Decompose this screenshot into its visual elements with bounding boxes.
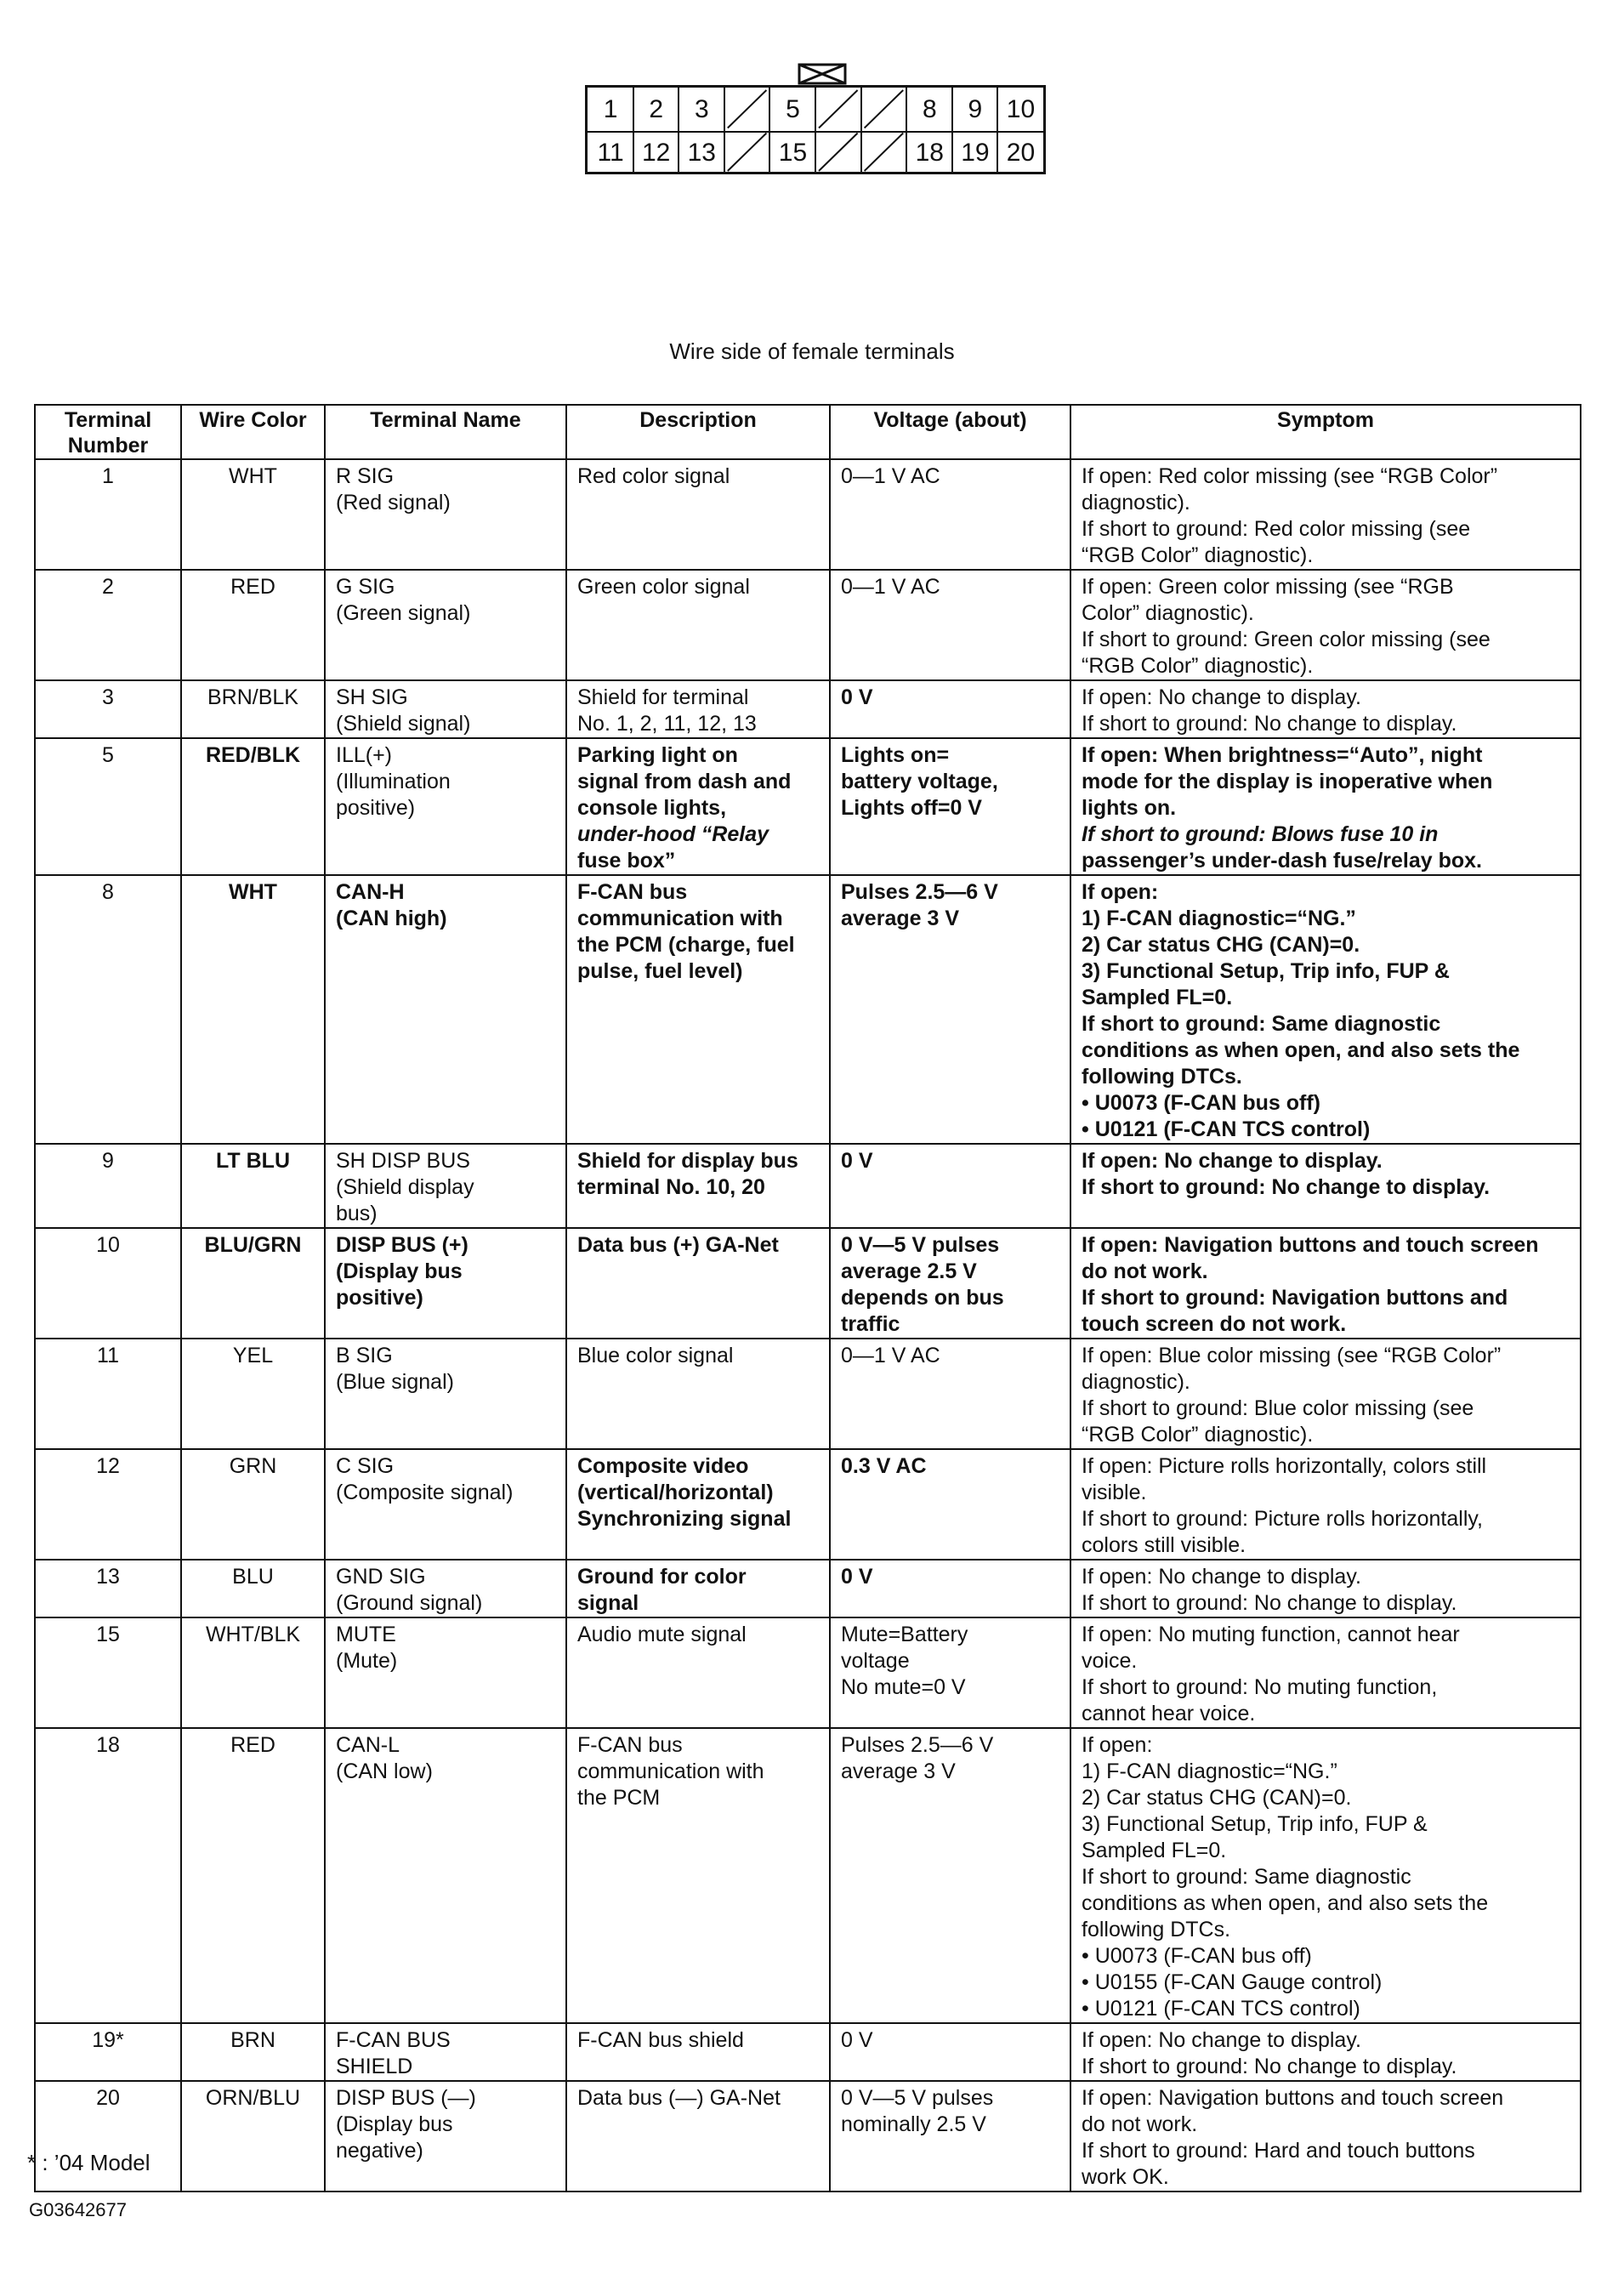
name-line: G SIG [336,575,395,599]
connector-terminal-grid [585,85,1046,174]
name-cell [325,2023,566,2081]
voltage-line: battery voltage, [841,770,998,793]
description-line: fuse box” [577,849,676,873]
voltage-cell [830,1617,1070,1728]
description-cell [566,2081,830,2192]
symptom-line: following DTCs. [1082,1065,1242,1089]
terminal-cell: 11 [35,1339,181,1449]
description-cell [566,738,830,875]
description-line: Blue color signal [577,1344,734,1367]
symptom-cell [1070,1560,1581,1617]
name-cell [325,459,566,570]
symptom-line: passenger’s under-dash fuse/relay box. [1082,849,1482,873]
terminal-name-header: Terminal Name [325,405,566,459]
table-row [35,570,1581,680]
connector-terminal-13: 13 [687,138,716,167]
symptom-line: do not work. [1082,1259,1208,1283]
description-line: Ground for color [577,1565,747,1589]
symptom-line: If open: When brightness=“Auto”, night [1082,743,1483,767]
symptom-line: If short to ground: Same diagnostic [1082,1865,1411,1889]
name-cell [325,2081,566,2192]
description-line: under-hood “Relay [577,822,769,846]
symptom-cell [1070,1228,1581,1339]
symptom-cell [1070,2081,1581,2192]
table-row [35,875,1581,1144]
color-cell: LT BLU [181,1144,325,1228]
description-line: (vertical/horizontal) [577,1481,774,1504]
symptom-line: lights on. [1082,796,1177,820]
connector-terminal-3: 3 [694,95,709,124]
terminal-number-header: Terminal Number [35,405,181,459]
voltage-cell [830,2023,1070,2081]
voltage-line: 0 V—5 V pulses [841,1233,1000,1257]
symptom-line: visible. [1082,1481,1147,1504]
color-cell: RED [181,1728,325,2023]
voltage-line: 0 V [841,2028,873,2052]
description-line: Shield for display bus [577,1149,798,1173]
symptom-line: following DTCs. [1082,1918,1231,1941]
name-line: B SIG [336,1344,393,1367]
color-cell: BRN/BLK [181,680,325,738]
name-line: (Display bus [336,2112,453,2136]
name-line: bus) [336,1202,378,1225]
name-line: DISP BUS (—) [336,2086,476,2110]
name-line: positive) [336,796,416,820]
description-line: F-CAN bus [577,880,688,904]
voltage-line: Pulses 2.5—6 V [841,880,998,904]
symptom-cell [1070,570,1581,680]
table-row [35,459,1581,570]
symptom-line: mode for the display is inoperative when [1082,770,1493,793]
empty-cavity-slash [819,90,858,128]
table-row [35,1449,1581,1560]
voltage-cell [830,875,1070,1144]
table-row [35,1728,1581,2023]
voltage-line: 0.3 V AC [841,1454,927,1478]
voltage-cell [830,1144,1070,1228]
name-cell [325,570,566,680]
color-cell: WHT/BLK [181,1617,325,1728]
connector-terminal-11: 11 [597,138,624,167]
figure-id: G03642677 [29,2199,127,2220]
name-line: (Shield display [336,1175,474,1199]
description-line: the PCM [577,1786,661,1810]
connector-terminal-1: 1 [603,95,618,124]
symptom-line: conditions as when open, and also sets the [1082,1038,1520,1062]
description-cell [566,1339,830,1449]
voltage-line: 0 V [841,1149,873,1173]
symptom-line: If short to ground: Red color missing (see [1082,517,1471,541]
name-line: CAN-H [336,880,405,904]
symptom-line: cannot hear voice. [1082,1702,1256,1725]
voltage-line: 0—1 V AC [841,464,940,488]
symptom-line: If short to ground: Blue color missing (see [1082,1396,1474,1420]
name-cell [325,1144,566,1228]
symptom-line: Sampled FL=0. [1082,1839,1227,1862]
description-cell [566,1449,830,1560]
voltage-line: 0 V [841,685,873,709]
terminal-cell: 8 [35,875,181,1144]
empty-cavity-slash [819,134,858,172]
voltage-line: voltage [841,1649,910,1673]
name-line: (Green signal) [336,601,471,625]
description-cell [566,459,830,570]
terminal-cell: 12 [35,1449,181,1560]
voltage-cell [830,680,1070,738]
name-line: (CAN low) [336,1759,433,1783]
table-row [35,1560,1581,1617]
name-line: (Display bus [336,1259,463,1283]
empty-cavity-slash [865,134,904,172]
symptom-line: If open: Blue color missing (see “RGB Color” [1082,1344,1502,1367]
description-line: Parking light on [577,743,738,767]
symptom-line: If short to ground: Blows fuse 10 in [1082,822,1439,846]
voltage-cell [830,1449,1070,1560]
table-row [35,680,1581,738]
table-row [35,2023,1581,2081]
symptom-line: • U0155 (F-CAN Gauge control) [1082,1970,1383,1994]
color-cell: RED [181,570,325,680]
name-line: ILL(+) [336,743,393,767]
symptom-line: If open: No change to display. [1082,685,1361,709]
symptom-cell [1070,459,1581,570]
table-header-row [35,405,1581,459]
name-cell [325,1560,566,1617]
wire-color-header: Wire Color [181,405,325,459]
symptom-line: conditions as when open, and also sets the [1082,1891,1489,1915]
voltage-line: nominally 2.5 V [841,2112,986,2136]
name-cell [325,1617,566,1728]
symptom-line: If short to ground: Navigation buttons and [1082,1286,1508,1310]
voltage-cell [830,1560,1070,1617]
symptom-cell [1070,1617,1581,1728]
name-cell [325,875,566,1144]
name-line: F-CAN BUS [336,2028,451,2052]
voltage-cell [830,1728,1070,2023]
symptom-line: diagnostic). [1082,1370,1190,1394]
connector-terminal-15: 15 [778,138,808,167]
description-line: pulse, fuel level) [577,959,743,983]
voltage-cell [830,1228,1070,1339]
symptom-line: 3) Functional Setup, Trip info, FUP & [1082,1812,1428,1836]
name-line: (Composite signal) [336,1481,514,1504]
voltage-line: Lights off=0 V [841,796,982,820]
name-cell [325,680,566,738]
symptom-line: If short to ground: No change to display. [1082,712,1457,736]
description-line: No. 1, 2, 11, 12, 13 [577,712,757,736]
symptom-line: touch screen do not work. [1082,1312,1347,1336]
color-cell: YEL [181,1339,325,1449]
description-line: terminal No. 10, 20 [577,1175,765,1199]
description-cell [566,2023,830,2081]
name-line: (Mute) [336,1649,398,1673]
connector-terminal-18: 18 [915,138,944,167]
symptom-line: If open: No muting function, cannot hear [1082,1623,1460,1646]
name-line: positive) [336,1286,423,1310]
voltage-line: 0—1 V AC [841,1344,940,1367]
connector-terminal-20: 20 [1006,138,1036,167]
terminal-pinout-table [34,404,1581,2192]
name-line: (Shield signal) [336,712,471,736]
name-line: SH DISP BUS [336,1149,470,1173]
symptom-cell [1070,875,1581,1144]
color-cell: WHT [181,875,325,1144]
name-line: MUTE [336,1623,396,1646]
symptom-line: 2) Car status CHG (CAN)=0. [1082,1786,1352,1810]
symptom-line: If open: Navigation buttons and touch screen [1082,1233,1539,1257]
symptom-line: If open: Picture rolls horizontally, colors still [1082,1454,1487,1478]
description-line: Data bus (+) GA-Net [577,1233,779,1257]
voltage-cell [830,738,1070,875]
description-line: Audio mute signal [577,1623,747,1646]
description-line: F-CAN bus shield [577,2028,744,2052]
voltage-cell [830,1339,1070,1449]
color-cell: GRN [181,1449,325,1560]
name-line: CAN-L [336,1733,400,1757]
symptom-cell [1070,1339,1581,1449]
voltage-line: 0 V [841,1565,873,1589]
description-line: console lights, [577,796,727,820]
connector-terminal-12: 12 [642,138,671,167]
symptom-line: 1) F-CAN diagnostic=“NG.” [1082,1759,1337,1783]
description-line: Composite video [577,1454,749,1478]
voltage-line: average 2.5 V [841,1259,977,1283]
description-line: Green color signal [577,575,750,599]
description-line: signal from dash and [577,770,792,793]
description-cell [566,1617,830,1728]
table-row [35,1339,1581,1449]
name-cell [325,738,566,875]
voltage-line: average 3 V [841,907,959,930]
symptom-cell [1070,1144,1581,1228]
voltage-header: Voltage (about) [830,405,1070,459]
terminal-cell: 18 [35,1728,181,2023]
name-cell [325,1728,566,2023]
voltage-line: traffic [841,1312,900,1336]
symptom-line: 3) Functional Setup, Trip info, FUP & [1082,959,1450,983]
name-line: (CAN high) [336,907,447,930]
description-cell [566,1728,830,2023]
symptom-line: “RGB Color” diagnostic). [1082,1423,1314,1447]
symptom-line: If short to ground: Hard and touch buttons [1082,2139,1475,2163]
symptom-line: If open: No change to display. [1082,1565,1361,1589]
table-row [35,1617,1581,1728]
description-cell [566,680,830,738]
description-cell [566,570,830,680]
color-cell: BRN [181,2023,325,2081]
description-header: Description [566,405,830,459]
symptom-line: If short to ground: Same diagnostic [1082,1012,1441,1036]
terminal-cell: 15 [35,1617,181,1728]
description-cell [566,875,830,1144]
symptom-line: work OK. [1082,2165,1169,2189]
voltage-line: 0—1 V AC [841,575,940,599]
name-line: (Ground signal) [336,1591,483,1615]
symptom-line: If open: [1082,1733,1153,1757]
symptom-line: If short to ground: No change to display. [1082,2055,1457,2078]
name-line: negative) [336,2139,423,2163]
description-line: Shield for terminal [577,685,749,709]
voltage-cell [830,2081,1070,2192]
symptom-line: If short to ground: Picture rolls horizontally, [1082,1507,1483,1531]
name-line: (Illumination [336,770,451,793]
symptom-cell [1070,680,1581,738]
empty-cavity-slash [728,90,767,128]
name-line: C SIG [336,1454,395,1478]
color-cell: BLU [181,1560,325,1617]
connector-terminal-9: 9 [968,95,983,124]
connector-lock-tab-icon [796,61,849,87]
symptom-line: If open: Green color missing (see “RGB [1082,575,1454,599]
symptom-line: • U0073 (F-CAN bus off) [1082,1944,1312,1968]
symptom-line: do not work. [1082,2112,1198,2136]
symptom-line: If short to ground: Green color missing (see [1082,628,1491,651]
symptom-line: voice. [1082,1649,1138,1673]
symptom-line: colors still visible. [1082,1533,1246,1557]
symptom-line: If open: Navigation buttons and touch screen [1082,2086,1504,2110]
table-row [35,1228,1581,1339]
symptom-line: • U0121 (F-CAN TCS control) [1082,1117,1371,1141]
symptom-line: If short to ground: No muting function, [1082,1675,1438,1699]
name-line: SH SIG [336,685,408,709]
connector-terminal-19: 19 [961,138,990,167]
name-line: GND SIG [336,1565,426,1589]
symptom-line: • U0121 (F-CAN TCS control) [1082,1997,1360,2021]
symptom-line: • U0073 (F-CAN bus off) [1082,1091,1320,1115]
connector-terminal-8: 8 [922,95,937,124]
terminal-cell: 5 [35,738,181,875]
connector-terminal-5: 5 [786,95,800,124]
voltage-line: Lights on= [841,743,950,767]
name-line: SHIELD [336,2055,413,2078]
voltage-line: Mute=Battery [841,1623,968,1646]
terminal-cell: 19* [35,2023,181,2081]
color-cell: ORN/BLU [181,2081,325,2192]
name-cell [325,1228,566,1339]
name-line: (Red signal) [336,491,451,514]
name-cell [325,1449,566,1560]
voltage-line: average 3 V [841,1759,956,1783]
connector-diagram [585,61,1046,175]
terminal-cell: 10 [35,1228,181,1339]
color-cell: RED/BLK [181,738,325,875]
symptom-cell [1070,1449,1581,1560]
symptom-header: Symptom [1070,405,1581,459]
symptom-line: Color” diagnostic). [1082,601,1254,625]
voltage-line: Pulses 2.5—6 V [841,1733,994,1757]
symptom-cell [1070,1728,1581,2023]
description-cell [566,1228,830,1339]
symptom-line: If short to ground: No change to display. [1082,1175,1491,1199]
symptom-line: If open: Red color missing (see “RGB Color” [1082,464,1498,488]
voltage-cell [830,459,1070,570]
description-line: signal [577,1591,639,1615]
symptom-line: 1) F-CAN diagnostic=“NG.” [1082,907,1356,930]
voltage-line: No mute=0 V [841,1675,966,1699]
description-cell [566,1144,830,1228]
name-line: R SIG [336,464,395,488]
connector-terminal-10: 10 [1006,95,1036,124]
description-cell [566,1560,830,1617]
symptom-cell [1070,738,1581,875]
symptom-cell [1070,2023,1581,2081]
table-row [35,2081,1581,2192]
voltage-line: 0 V—5 V pulses [841,2086,994,2110]
connector-terminal-2: 2 [649,95,664,124]
symptom-line: “RGB Color” diagnostic). [1082,654,1314,678]
terminal-cell: 3 [35,680,181,738]
symptom-line: “RGB Color” diagnostic). [1082,543,1314,567]
description-line: Data bus (—) GA-Net [577,2086,781,2110]
table-row [35,1144,1581,1228]
name-line: DISP BUS (+) [336,1233,468,1257]
symptom-line: If open: No change to display. [1082,1149,1383,1173]
symptom-line: diagnostic). [1082,491,1190,514]
terminal-cell: 13 [35,1560,181,1617]
empty-cavity-slash [865,90,904,128]
voltage-line: depends on bus [841,1286,1004,1310]
color-cell: BLU/GRN [181,1228,325,1339]
description-line: the PCM (charge, fuel [577,933,795,957]
symptom-line: If open: [1082,880,1159,904]
view-caption: Wire side of female terminals [669,338,955,364]
symptom-line: 2) Car status CHG (CAN)=0. [1082,933,1360,957]
terminal-cell: 1 [35,459,181,570]
symptom-line: Sampled FL=0. [1082,986,1233,1009]
symptom-line: If open: No change to display. [1082,2028,1361,2052]
name-cell [325,1339,566,1449]
table-row [35,738,1581,875]
name-line: (Blue signal) [336,1370,454,1394]
symptom-line: If short to ground: No change to display. [1082,1591,1457,1615]
empty-cavity-slash [728,134,767,172]
description-line: communication with [577,1759,764,1783]
terminal-cell: 9 [35,1144,181,1228]
terminal-cell: 2 [35,570,181,680]
footnote: * : ’04 Model [27,2150,150,2175]
description-line: Synchronizing signal [577,1507,792,1531]
terminal-cell: 20 [35,2081,181,2192]
color-cell: WHT [181,459,325,570]
description-line: communication with [577,907,783,930]
description-line: F-CAN bus [577,1733,683,1757]
description-line: Red color signal [577,464,730,488]
voltage-cell [830,570,1070,680]
